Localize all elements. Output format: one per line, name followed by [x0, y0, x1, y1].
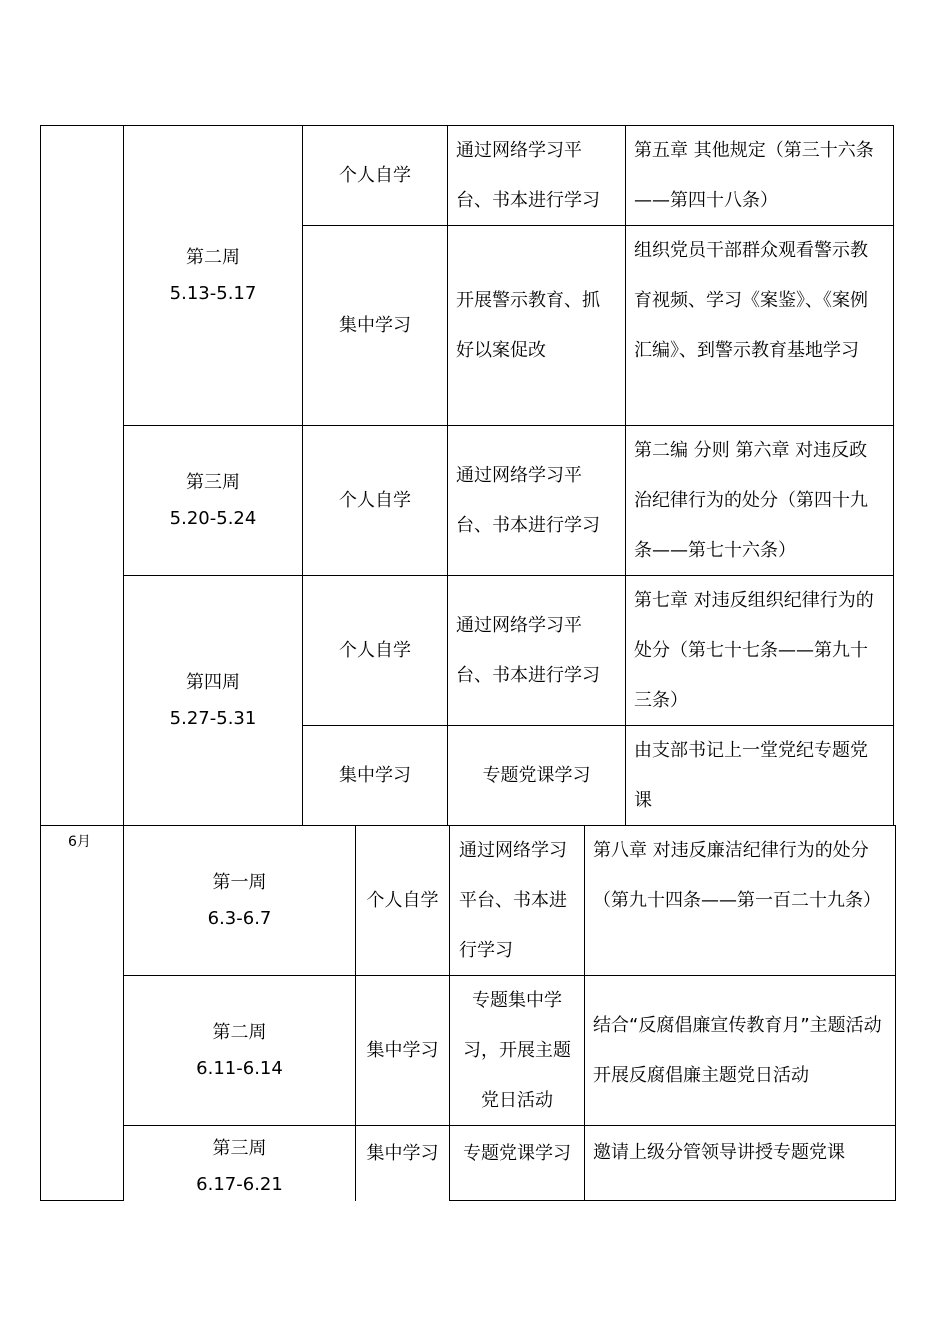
mode-cell: 个人自学	[339, 489, 411, 511]
method-cell: 专题集中学习，开展主题党日活动	[463, 990, 571, 1111]
week-label: 第一周	[212, 871, 267, 893]
method-cell: 通过网络学习平台、书本进行学习	[459, 840, 567, 961]
week-label: 第三周	[212, 1138, 267, 1159]
mode-cell: 集中学习	[339, 314, 411, 336]
mode-cell: 集中学习	[366, 1143, 439, 1164]
week-dates: 6.11-6.14	[196, 1057, 283, 1079]
border-line	[40, 1200, 124, 1201]
method-cell: 专题党课学习	[482, 764, 591, 786]
week-cell	[124, 826, 355, 975]
week-label: 第四周	[186, 671, 240, 693]
content-cell: 邀请上级分管领导讲授专题党课	[593, 1142, 845, 1163]
week-label: 第二周	[186, 246, 240, 268]
week-cell	[124, 426, 302, 575]
mode-cell: 集中学习	[339, 764, 411, 786]
week-cell	[124, 1131, 355, 1201]
border-line	[449, 1200, 896, 1201]
border-line	[895, 825, 896, 1201]
method-cell: 专题党课学习	[463, 1143, 571, 1164]
method-cell: 通过网络学习平台、书本进行学习	[456, 615, 600, 686]
mode-cell: 个人自学	[339, 164, 411, 186]
content-cell: 第七章 对违反组织纪律行为的处分（第七十七条——第九十三条）	[634, 590, 874, 711]
month-label: 6月	[68, 834, 91, 850]
method-cell: 通过网络学习平台、书本进行学习	[456, 465, 600, 536]
week-dates: 5.13-5.17	[169, 282, 257, 304]
content-cell: 结合“反腐倡廉宣传教育月”主题活动开展反腐倡廉主题党日活动	[593, 1015, 882, 1086]
border-line	[893, 125, 894, 826]
week-dates: 6.17-6.21	[196, 1174, 283, 1195]
week-dates: 5.27-5.31	[169, 707, 257, 729]
mode-cell: 个人自学	[366, 889, 439, 911]
mode-cell: 集中学习	[366, 1039, 439, 1061]
week-label: 第二周	[212, 1021, 267, 1043]
content-cell: 第二编 分则 第六章 对违反政治纪律行为的处分（第四十九条——第七十六条）	[634, 440, 868, 561]
week-cell	[124, 126, 302, 425]
border-line	[40, 125, 41, 1201]
week-label: 第三周	[186, 471, 240, 493]
week-dates: 5.20-5.24	[169, 507, 257, 529]
content-cell: 由支部书记上一堂党纪专题党课	[634, 740, 868, 811]
content-cell: 第五章 其他规定（第三十六条——第四十八条）	[634, 140, 874, 211]
mode-cell: 个人自学	[339, 639, 411, 661]
method-cell: 通过网络学习平台、书本进行学习	[456, 140, 600, 211]
week-dates: 6.3-6.7	[207, 907, 272, 929]
content-cell: 组织党员干部群众观看警示教育视频、学习《案鉴》、《案例汇编》、到警示教育基地学习	[634, 240, 868, 361]
week-cell	[124, 576, 302, 825]
method-cell: 开展警示教育、抓好以案促改	[456, 290, 600, 361]
week-cell	[124, 976, 355, 1125]
content-cell: 第八章 对违反廉洁纪律行为的处分（第九十四条——第一百二十九条）	[593, 840, 881, 911]
